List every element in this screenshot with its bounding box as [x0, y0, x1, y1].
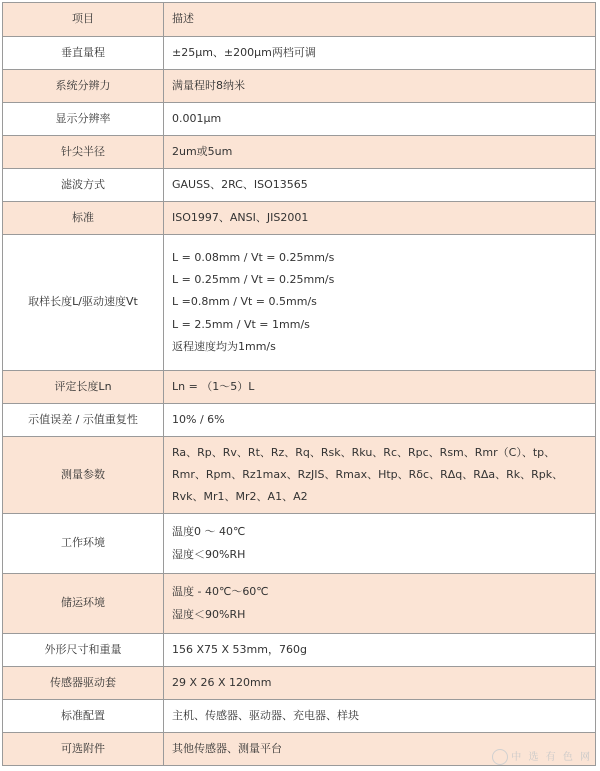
watermark-text: 中 选 有 色 网 [511, 752, 592, 763]
table-row [3, 404, 596, 437]
value-line: L = 0.25mm / Vt = 0.25mm/s [172, 273, 335, 287]
value-line: ±25μm、±200μm两档可调 [172, 45, 316, 59]
row-label: 显示分辨率 [3, 103, 164, 136]
row-label: 标准 [3, 202, 164, 235]
row-value [164, 700, 596, 733]
table-row [3, 103, 596, 136]
table-row [3, 136, 596, 169]
value-line: 温度0 ～ 40℃ [172, 525, 246, 539]
table-row [3, 37, 596, 70]
value-line: 描述 [172, 12, 194, 26]
table-row [3, 235, 596, 371]
table-row [3, 667, 596, 700]
row-value [164, 371, 596, 404]
table-row [3, 700, 596, 733]
row-value [164, 235, 596, 371]
row-label: 示值误差 / 示值重复性 [3, 404, 164, 437]
row-label: 项目 [3, 3, 164, 37]
value-line: 10% / 6% [172, 412, 225, 426]
row-value [164, 404, 596, 437]
row-value [164, 634, 596, 667]
row-label: 传感器驱动套 [3, 667, 164, 700]
row-label: 滤波方式 [3, 169, 164, 202]
row-value [164, 103, 596, 136]
value-line: Ra、Rp、Rv、Rt、Rz、Rq、Rsk、Rku、Rc、Rpc、Rsm、Rmr（C）、tp、 [172, 445, 556, 459]
row-value [164, 70, 596, 103]
table-row [3, 574, 596, 634]
table-row [3, 634, 596, 667]
watermark [492, 748, 592, 765]
value-line: Rmr、Rpm、Rz1max、RzJIS、Rmax、Htp、Rδc、RΔq、RΔa、Rk、Rpk、 [172, 467, 564, 481]
table-row [3, 371, 596, 404]
table-row [3, 514, 596, 574]
value-line: L = 0.08mm / Vt = 0.25mm/s [172, 250, 335, 264]
row-value [164, 667, 596, 700]
value-line: 主机、传感器、驱动器、充电器、样块 [172, 708, 359, 722]
row-label: 系统分辨力 [3, 70, 164, 103]
spec-table [2, 2, 596, 766]
row-label: 可选附件 [3, 733, 164, 766]
row-value [164, 202, 596, 235]
value-line: L = 2.5mm / Vt = 1mm/s [172, 317, 310, 331]
value-line: 0.001μm [172, 111, 222, 125]
row-label: 取样长度L/驱动速度Vt [3, 235, 164, 371]
row-label: 垂直量程 [3, 37, 164, 70]
spec-table-body [3, 3, 596, 766]
row-value [164, 37, 596, 70]
row-value [164, 169, 596, 202]
row-value [164, 136, 596, 169]
value-line: L =0.8mm / Vt = 0.5mm/s [172, 295, 317, 309]
table-row [3, 437, 596, 514]
value-line: 湿度＜90%RH [172, 547, 246, 561]
table-row [3, 169, 596, 202]
value-line: 其他传感器、测量平台 [172, 741, 282, 755]
value-line: Rvk、Mr1、Mr2、A1、A2 [172, 490, 308, 504]
value-line: GAUSS、2RC、ISO13565 [172, 177, 308, 191]
value-line: 湿度＜90%RH [172, 607, 246, 621]
value-line: ISO1997、ANSI、JIS2001 [172, 210, 309, 224]
row-label: 工作环境 [3, 514, 164, 574]
value-line: Ln = （1～5）L [172, 379, 255, 393]
row-label: 储运环境 [3, 574, 164, 634]
row-value [164, 574, 596, 634]
value-line: 返程速度均为1mm/s [172, 339, 276, 353]
table-row [3, 70, 596, 103]
row-label: 测量参数 [3, 437, 164, 514]
row-label: 标准配置 [3, 700, 164, 733]
watermark-logo-icon [492, 749, 508, 765]
value-line: 满量程时8纳米 [172, 78, 245, 92]
row-value [164, 514, 596, 574]
row-label: 外形尺寸和重量 [3, 634, 164, 667]
value-line: 温度 - 40℃～60℃ [172, 585, 269, 599]
value-line: 2um或5um [172, 144, 233, 158]
table-row [3, 202, 596, 235]
row-label: 针尖半径 [3, 136, 164, 169]
value-line: 29 X 26 X 120mm [172, 675, 272, 689]
value-line: 156 X75 X 53mm，760g [172, 642, 307, 656]
row-label: 评定长度Ln [3, 371, 164, 404]
row-value [164, 3, 596, 37]
table-row [3, 3, 596, 37]
row-value [164, 437, 596, 514]
